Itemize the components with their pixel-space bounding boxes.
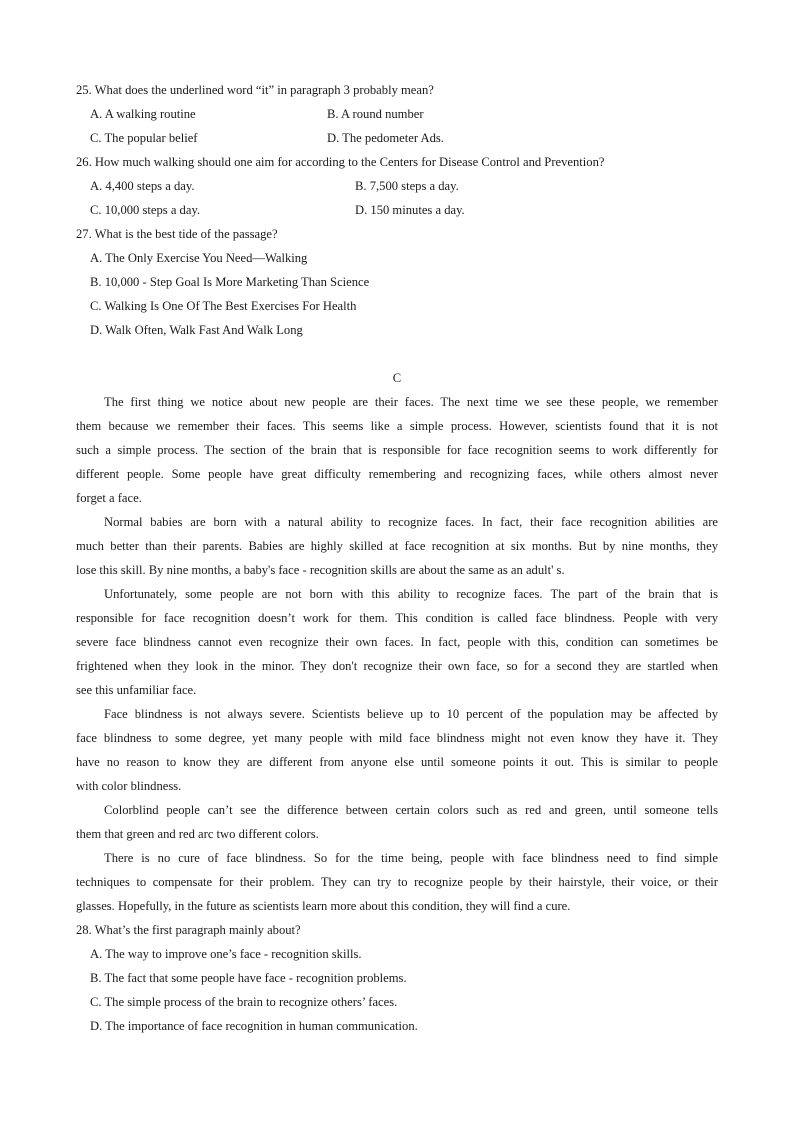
question-25-stem: 25. What does the underlined word “it” in paragraph 3 probably mean? [76,83,434,97]
passage-heading: C [392,371,402,385]
passage-line: There is no cure of face blindness. So for the time being, people with face blindness need to find simple [104,851,718,865]
passage-line: glasses. Hopefully, in the future as scientists learn more about this condition, they will find a cure. [76,899,571,913]
passage-line: responsible for face recognition doesn’t work for them. This condition is called face blindness. People with very [76,611,718,625]
passage-line: lose this skill. By nine months, a baby's face - recognition skills are about the same as an adult' s. [76,563,565,577]
question-26-option-d: D. 150 minutes a day. [355,203,465,217]
passage-line: have no reason to know they are different from anyone else until someone points it out. This is similar to people [76,755,718,769]
question-28-option-d: D. The importance of face recognition in human communication. [90,1019,418,1033]
question-28-option-c: C. The simple process of the brain to recognize others’ faces. [90,995,398,1009]
passage-line: frightened when they look in the minor. They don't recognize their own face, so for a second they are startled when [76,659,718,673]
question-27-option-a: A. The Only Exercise You Need—Walking [90,251,308,265]
question-26-option-c: C. 10,000 steps a day. [90,203,201,217]
question-27-stem: 27. What is the best tide of the passage? [76,227,278,241]
passage-line: Colorblind people can’t see the difference between certain colors such as red and green, until someone tells [104,803,718,817]
question-27-option-b: B. 10,000 - Step Goal Is More Marketing Than Science [90,275,370,289]
passage-line: see this unfamiliar face. [76,683,197,697]
question-27-option-c: C. Walking Is One Of The Best Exercises For Health [90,299,357,313]
passage-line: them because we remember their faces. This seems like a simple process. However, scientists found that it is not [76,419,718,433]
passage-line: The first thing we notice about new people are their faces. The next time we see these people, we remember [104,395,718,409]
question-28-option-b: B. The fact that some people have face - recognition problems. [90,971,407,985]
passage-line: Face blindness is not always severe. Scientists believe up to 10 percent of the population may be affected by [104,707,718,721]
passage-line: techniques to compensate for their problem. They can try to recognize people by their hairstyle, their voice, or their [76,875,718,889]
passage-line: different people. Some people have great difficulty remembering and recognizing faces, while others almost never [76,467,718,481]
question-25-option-c: C. The popular belief [90,131,198,145]
question-25-option-d: D. The pedometer Ads. [327,131,444,145]
passage-line: such a simple process. The section of the brain that is responsible for face recognition seems to work differently for [76,443,718,457]
question-25-option-a: A. A walking routine [90,107,196,121]
question-26-stem: 26. How much walking should one aim for according to the Centers for Disease Control and Prevention? [76,155,605,169]
passage-line: with color blindness. [76,779,182,793]
question-25-option-b: B. A round number [327,107,424,121]
question-28-option-a: A. The way to improve one’s face - recognition skills. [90,947,362,961]
passage-line: Unfortunately, some people are not born with this ability to recognize faces. The part of the brain that is [104,587,718,601]
passage-line: face blindness to some degree, yet many people with mild face blindness might not even know they have it. They [76,731,718,745]
passage-line: Normal babies are born with a natural ability to recognize faces. In fact, their face recognition abilities are [104,515,718,529]
question-28-stem: 28. What’s the first paragraph mainly about? [76,923,301,937]
passage-line: forget a face. [76,491,142,505]
passage-line: severe face blindness cannot even recognize their own faces. In fact, people with this, condition can sometimes be [76,635,718,649]
question-26-option-a: A. 4,400 steps a day. [90,179,195,193]
passage-line: much better than their parents. Babies are highly skilled at face recognition at six months. But by nine months, they [76,539,718,553]
passage-line: them that green and red arc two different colors. [76,827,319,841]
question-26-option-b: B. 7,500 steps a day. [355,179,459,193]
question-27-option-d: D. Walk Often, Walk Fast And Walk Long [90,323,303,337]
